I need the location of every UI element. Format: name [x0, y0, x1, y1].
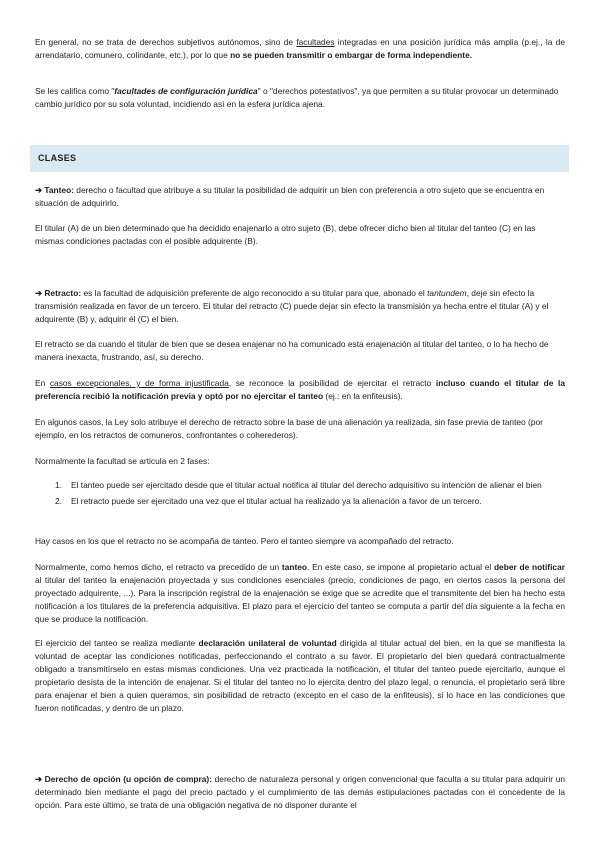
list-item-text: El tanteo puede ser ejercitado desde que el titular actual notifica al titular del derecho adquisitivo su intención de alienar el bien [71, 480, 542, 490]
text: En algunos casos, la Ley solo atribuye el derecho de retracto sobre la base de una alienación ya realizada, sin fase previa de tanteo (por ejemplo, en los retractos de comuneros, confrontantes o coherederos). [35, 417, 543, 440]
text: En [35, 378, 50, 388]
bold-text: declaración unilateral de voluntad [198, 638, 337, 648]
paragraph-tanteo [35, 184, 565, 210]
underlined-term: casos excepcionales, y de forma injustificada [49, 378, 229, 388]
text: es la facultad de adquisición preferente de algo reconocido a su titular para que, abonado el [81, 288, 428, 298]
text: derecho o facultad que atribuye a su titular la posibilidad de adquirir un bien con preferencia a otro sujeto que se encuentra en situación de adquirirlo. [35, 185, 545, 208]
text: integradas en una posición jurídica más amplia (p.ej., la de arrendatario, comunero, colindante, etc.), por lo que [35, 37, 566, 60]
text: , se reconoce la posibilidad de ejercitar el retracto [228, 378, 436, 388]
paragraph-derecho-opcion [35, 773, 565, 812]
list-item [55, 495, 563, 508]
list-item [55, 479, 563, 492]
paragraph-ejercicio-tanteo [35, 637, 565, 715]
paragraph-retracto-cuando [35, 338, 565, 364]
bold-text: tanteo [281, 562, 308, 572]
term-derecho-opcion: Derecho de opción (u opción de compra): [42, 774, 213, 784]
section-title: CLASES [38, 153, 77, 163]
arrow-right-icon: ➔ [35, 774, 43, 784]
text: El titular (A) de un bien determinado que ha decidido enajenarlo a otro sujeto (B), debe ofrecer dicho bien al titular del tanteo (C) en las mismas condiciones pactadas con el posible adquirente (B). [35, 223, 536, 246]
text: Hay casos en los que el retracto no se acompaña de tanteo. Pero el tanteo siempre va acompañado del retracto. [35, 536, 454, 546]
text: El ejercicio del tanteo se realiza mediante [35, 638, 199, 648]
text: (ej.: en la enfiteusis). [323, 391, 403, 401]
term-tanteo: Tanteo: [42, 185, 74, 195]
text: " o "derechos potestativos", ya que permiten a su titular provocar un determinado cambio jurídico por su sola voluntad, incidiendo así en la esfera jurídica ajena. [35, 86, 559, 109]
bold-text: no se pueden transmitir o embargar de forma independiente. [230, 50, 473, 60]
bold-italic-term: facultades de configuración jurídica [114, 86, 258, 96]
bold-text: incluso cuando el titular de la preferencia recibió la notificación previa y optó por no ejercitar el tanteo [35, 378, 565, 401]
list-number: 2. [55, 496, 62, 506]
paragraph-retracto [35, 287, 565, 326]
italic-term: tantundem [427, 288, 467, 298]
text: En general, no se trata de derechos subjetivos autónomos, sino de [35, 37, 297, 47]
paragraph-casos-excepcionales [35, 377, 565, 403]
term-retracto: Retracto: [42, 288, 82, 298]
text: Se les califica como " [35, 86, 115, 96]
paragraph-tanteo-example [35, 222, 565, 248]
text: El retracto se da cuando el titular de bien que se desea enajenar no ha comunicado esta enajenación al titular del tanteo, o lo ha hecho de manera inexacta, frustrando, así, su derecho. [35, 339, 549, 362]
list-item-text: El retracto puede ser ejercitado una vez que el titular actual ha realizado ya la alienación a favor de un tercero. [71, 496, 482, 506]
list-number: 1. [55, 480, 62, 490]
paragraph-facultades [35, 36, 565, 62]
text: Normalmente la facultad se articula en 2 fases: [35, 456, 210, 466]
arrow-right-icon: ➔ [35, 288, 43, 298]
text: , deje sin efecto la transmisión realizada en favor de un tercero. El titular del retracto (C) puede dejar sin efecto la transmisión ya hecha entre el titular (A) y el adquirente (B) y, adquirir él (C) el bien. [35, 288, 549, 324]
fases-list [55, 479, 563, 511]
section-header-clases [30, 145, 569, 172]
text: al titular del tanteo la enajenación proyectada y sus condiciones esenciales (precio, condiciones de pago, en ciertos casos la persona del proyectado adquirente, ...). Para la inscripción registral de la enajenación se exige que se acredite que el transmitente del bien ha hecho esta notificación a los titulares de la preferencia adquisitiva. El plazo para el ejercicio del tanteo se computa a partir del día siguiente a la fecha en que se produce la notificación. [35, 575, 565, 624]
paragraph-deber-notificar [35, 561, 565, 626]
underlined-term: facultades [296, 37, 335, 47]
text: . En este caso, se impone al propietario actual el [307, 562, 494, 572]
text: Normalmente, como hemos dicho, el retracto va precedido de un [35, 562, 282, 572]
paragraph-fases-intro [35, 455, 565, 468]
text: derecho de naturaleza personal y origen convencional que faculta a su titular para adquirir un determinado bien mediante el pago del precio pactado y el cumplimiento de las demás estipulaciones pactadas con el concedente de la opción. Para este último, se trata de una obligación negativa de no disponer durante el [35, 774, 566, 810]
arrow-right-icon: ➔ [35, 185, 43, 195]
bold-text: deber de notificar [493, 562, 565, 572]
paragraph-algunos-casos [35, 416, 565, 442]
paragraph-casos-sin-tanteo [35, 535, 565, 548]
text: dirigida al titular actual del bien, en la que se manifiesta la voluntad de aceptar las condiciones notificadas, perfeccionando el contrato a su favor. El propietario del bien quedará contractualmente obligado a transmitírselo en estas mismas condiciones. Una vez practicada la notificación, el titular del tanteo puede ejercitarlo, aunque el propietario desista de la intención de enajenar. Si el titular del tanteo no lo ejercita dentro del plazo legal, o renuncia, el propietario será libre para enajenar el bien a quien queramos, sin posibilidad de retracto (excepto en el caso de la enfiteusis), si lo hace en las condiciones que fueron notificadas, y dentro de un plazo. [35, 638, 565, 713]
paragraph-configuracion [35, 85, 565, 111]
